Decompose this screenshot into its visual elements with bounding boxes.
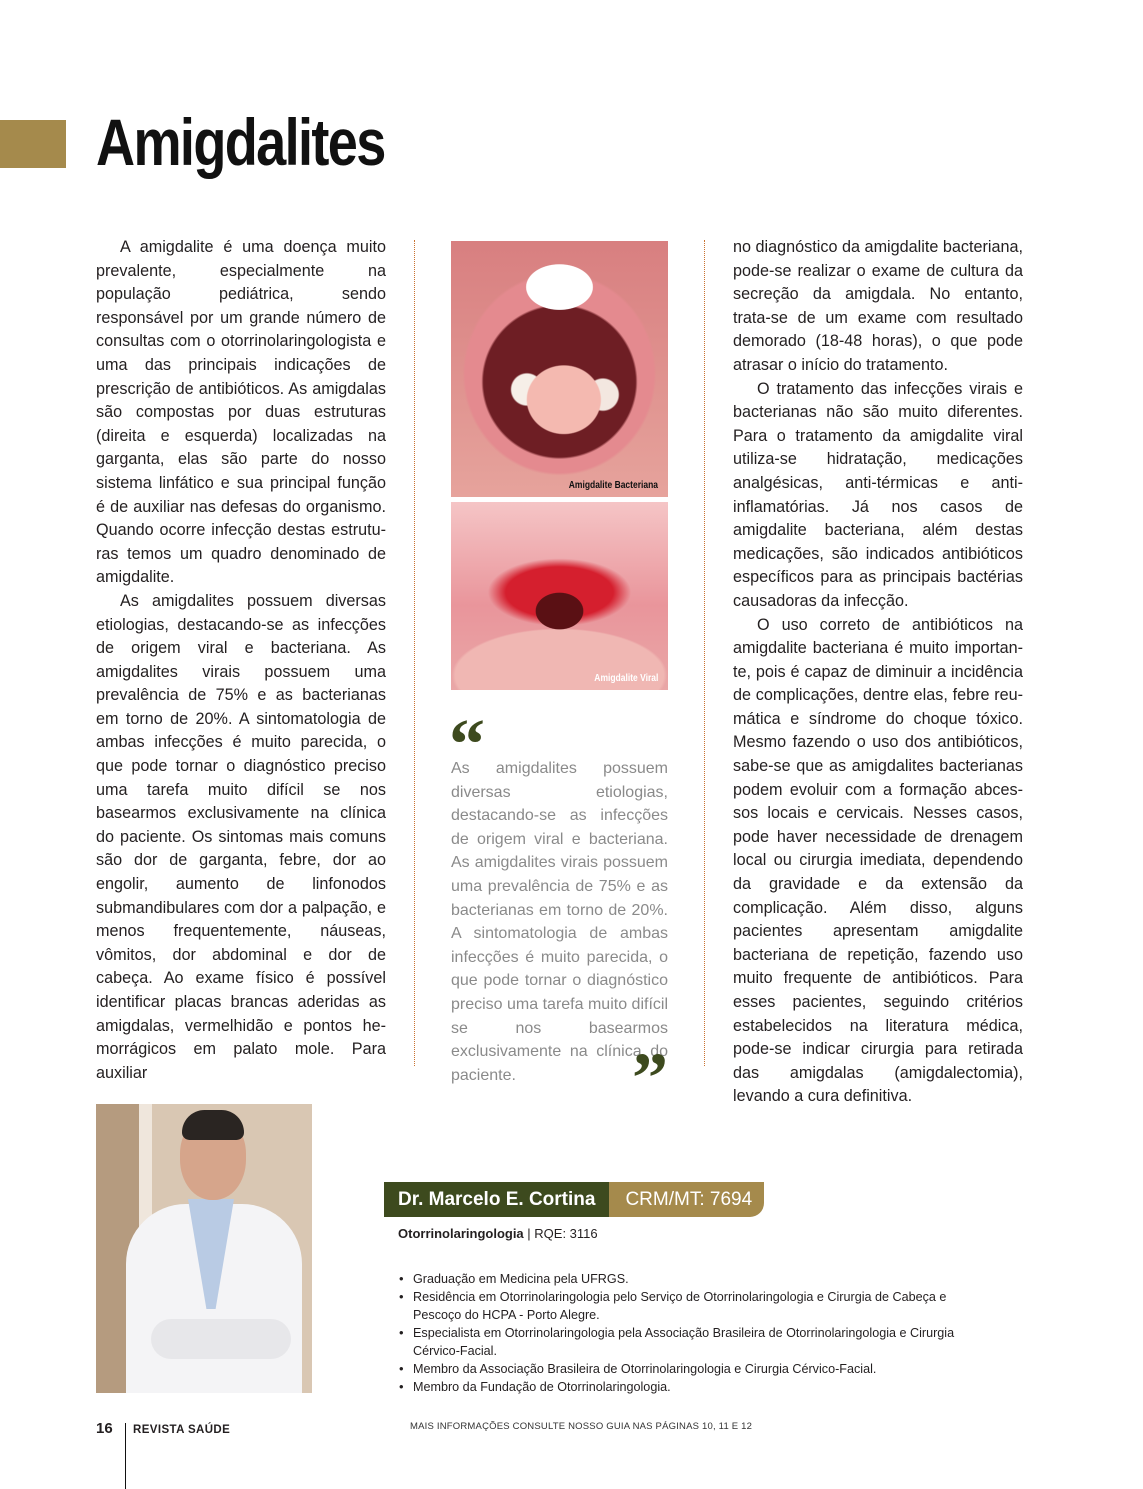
doctor-rqe: | RQE: 3116 [523,1226,598,1241]
doctor-specialty: Otorrinolaringologia [398,1226,524,1241]
bacterial-tonsillitis-photo [451,241,668,497]
paragraph: O tratamento das infecções virais e bacterianas não são muito diferentes. Para o tratamento da amigdalite viral utiliza-se hidratação, medicações analgésicas, anti-térmicas e anti-inflamatórias. Já nos casos de amigdalite bacteriana, além destas medicações, são indicados antibióticos específicos para as principais bactérias causadoras da infecção. [733,379,1023,610]
paragraph: A amigdalite é uma doença muito prevalente, especialmente na população pediátrica, sendo responsável por um grande número de consultas com o otorrinolaringologista e uma das principais indicações de prescrição de antibióticos. As amigdalas são compostas por duas estruturas (direita e esquerda) localizadas na garganta, elas são parte do nosso sistema linfático e sua principal função é de auxiliar nas defesas do organismo. Quando ocorre infecção destas estruturas temos um quadro denominado de amigdalite. [96,238,386,587]
title-accent-bar [0,120,66,168]
column-divider [414,240,415,1066]
page-number: 16 [96,1420,113,1437]
pull-quote: As amigdalites possuem diversas etiologias, destacando-se as infecções de origem viral e bacteriana. As amigdalites virais possuem uma prevalência de 75% e as bacterianas em torno de 20%. A sintomatologia de ambas infecções é muito parecida, o que pode tornar o diagnóstico preciso uma tarefa muito difícil se nos basearmos exclusivamente na clínica do paciente. [451,760,668,1084]
credentials-list [398,1270,978,1396]
doctor-portrait [96,1104,312,1393]
credential-item: • Graduação em Medicina pela UFRGS. [398,1270,978,1288]
paragraph: O uso correto de antibióticos na amigdalite bacteriana é muito importante, pois é capaz de diminuir a incidência de complicações, dentre elas, febre reumática e síndrome do choque tóxico. Mesmo fazendo o uso dos antibióticos, sabe-se que as amigdalites bacterianas podem evoluir com a formação abcessos locais e cervicais. Nesses casos, pode haver necessidade de drenagem local ou cirurgia imediata, dependendo da gravidade e da extensão da complicação. Além disso, alguns pacientes apresentam amigdalite bacteriana de repetição, fazendo uso muito frequente de antibióticos. Para esses pacientes, seguindo critérios estabelecidos na literatura médica, pode-se indicar cirurgia para retirada das amigdalas (amigdalectomia), levando a cura definitiva. [733,615,1023,1106]
photo-caption: Amigdalite Bacteriana [568,480,658,491]
footer-divider [125,1423,126,1489]
credential-item: • Membro da Fundação de Otorrinolaringologia. [398,1378,978,1396]
doctor-crm: CRM/MT: 7694 [609,1182,764,1217]
page-title: Amigdalites [96,105,385,179]
paragraph: As amigdalites possuem diversas etiologias, destacando-se as infecções de origem viral e bacteriana. As amigdalites virais possuem uma prevalência de 75% e as bacterianas em torno de 20%. A sintomatologia de ambas infecções é muito parecida, o que pode tornar o diagnóstico preciso uma tarefa muito difícil se nos basearmos exclusivamente na clínica do paciente. Os sintomas mais comuns são dor de garganta, febre, dor ao engolir, aumento de linfonodos submandibulares com dor a palpação, e menos frequentemente, náuseas, vômitos, dor abdominal e dor de cabeça. Ao exame físico é possível identificar placas brancas aderidas as amigdalas, vermelhidão e pontos hemorrágicos em palato mole. Para auxiliar [96,591,386,1082]
credential-item: • Membro da Associação Brasileira de Otorrinolaringologia e Cirurgia Cérvico-Facial. [398,1360,978,1378]
footer-note: MAIS INFORMAÇÕES CONSULTE NOSSO GUIA NAS PÁGINAS 10, 11 E 12 [410,1421,753,1432]
doctor-name-bar [384,1182,764,1217]
portrait-hair [182,1110,244,1140]
portrait-arms [151,1319,291,1359]
close-quote-icon: ” [632,1038,668,1118]
open-quote-icon: “ [449,704,485,784]
specialty-line [398,1226,598,1241]
column-divider [704,240,705,1066]
credential-item: • Especialista em Otorrinolaringologia pela Associação Brasileira de Otorrinolaringologia e Cirurgia Cérvico-Facial. [398,1324,978,1360]
photo-caption: Amigdalite Viral [593,673,658,684]
credential-item: • Residência em Otorrinolaringologia pelo Serviço de Otorrinolaringologia e Cirurgia de Cabeça e Pescoço do HCPA - Porto Alegre. [398,1288,978,1324]
doctor-name: Dr. Marcelo E. Cortina [384,1182,609,1217]
article-column-left [96,236,386,1085]
magazine-name: REVISTA SAÚDE [133,1424,231,1436]
article-column-right [733,236,1023,1109]
paragraph: no diagnóstico da amigdalite bacteriana, pode-se realizar o exame de cultura da secreção da amigdala. No entanto, trata-se de um exame com resultado demorado (18-48 horas), o que pode atrasar o início do tratamento. [733,238,1023,374]
viral-tonsillitis-photo [451,502,668,690]
